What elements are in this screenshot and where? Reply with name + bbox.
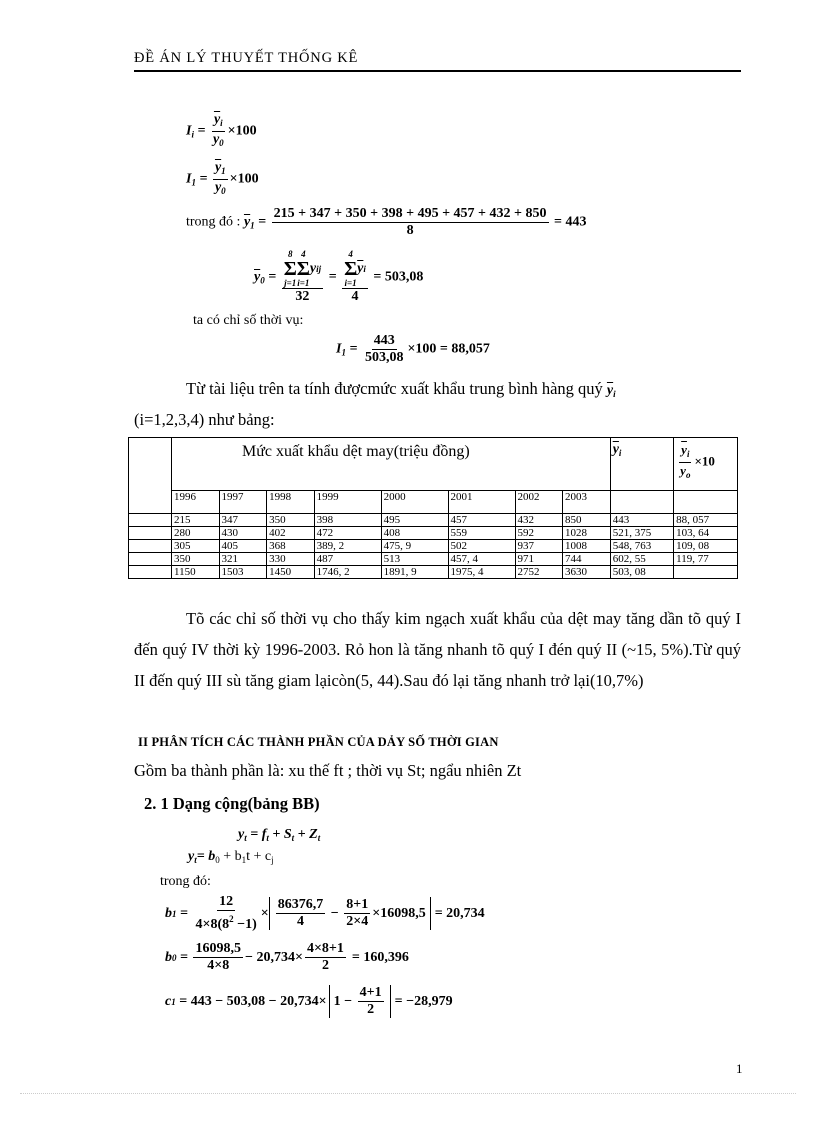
year-cell: 1997 [219, 491, 267, 514]
table-cell: 405 [219, 540, 267, 553]
formula-ii: $I_i$ = $\frac{\overline{y}_i}{\overline{y}_0}$ ×100 [186, 112, 257, 148]
table-cell: 402 [267, 527, 315, 540]
header-rule [134, 70, 741, 72]
table-cell: 119, 77 [674, 553, 738, 566]
table-cell [674, 566, 738, 579]
table-cell: 305 [172, 540, 220, 553]
table-cell: 432 [515, 514, 563, 527]
table-cell: 1503 [219, 566, 267, 579]
formula-c1: c 1 = 443 − 503,08 − 20,734× 1 − $\frac{4+1}{2}$ = −28,979 [165, 985, 453, 1017]
formula-b1: b 1 = $\frac{12}{4\times 8(8^2 -1)}$ × $\frac{86376,7}{4}$ − $\frac{8+1}{2\times 4}$ ×16098,5 = 20,734 [165, 894, 485, 932]
model-equation-1: $y_t = f_t + S_t + Z_t$ [238, 827, 321, 843]
table-cell: 592 [515, 527, 563, 540]
table-cell: 850 [563, 514, 611, 527]
paragraph-intro-table-line2: (i=1,2,3,4) như bảng: [134, 410, 275, 429]
table-cell: 347 [219, 514, 267, 527]
model-equation-2: $y_t= b_0 + b_1t + c_j$ [188, 849, 274, 865]
paragraph-intro-table: Từ tài liệu trên ta tính đượcmức xuất khẩu trung bình hàng quý $\overline{y}_i$ [186, 379, 616, 399]
table-year-row [129, 491, 738, 514]
year-cell: 1996 [172, 491, 220, 514]
table-cell: 602, 55 [610, 553, 673, 566]
table-cell: 1450 [267, 566, 315, 579]
table-cell: 215 [172, 514, 220, 527]
table-cell: 408 [381, 527, 448, 540]
table-cell: 487 [314, 553, 381, 566]
table-cell: 3630 [563, 566, 611, 579]
empty-cell [610, 491, 673, 514]
table-cell: 971 [515, 553, 563, 566]
table-cell: 559 [448, 527, 515, 540]
table-cell: 103, 64 [674, 527, 738, 540]
table-cell: 443 [610, 514, 673, 527]
running-header: ĐỀ ÁN LÝ THUYẾT THỐNG KÊ [134, 50, 359, 66]
table-row [129, 566, 738, 579]
table-cell: 368 [267, 540, 315, 553]
formula-y1: trong đó : $\overline{y}_1$ = $\frac{215 + 347 + 350 + 398 + 495 + 457 + 432 + 850}{8}$ = 443 [186, 206, 587, 238]
table-cell: 503, 08 [610, 566, 673, 579]
subsection-heading: 2. 1 Dạng cộng(bảng BB) [144, 794, 320, 813]
table-row [129, 514, 738, 527]
table-cell: 430 [219, 527, 267, 540]
paragraph-analysis: Tõ các chỉ số thời vụ cho thấy kim ngạch xuất khẩu của dệt may tăng dần tõ quý I đến quý IV thời kỳ 1996-2003. Rỏ hon là tăng nhanh tõ quý I đén quý II (~15, 5%).Từ quý II đến quý III sù tăng giam lạicòn(5, 44).Sau đó lại tăng nhanh trở lại(10,7%) [134, 609, 741, 690]
table-cell: 280 [172, 527, 220, 540]
table-cell: 398 [314, 514, 381, 527]
table-cell: 88, 057 [674, 514, 738, 527]
formula-i1-value: $I_1$ = $\frac{443}{503,08}$ ×100 = 88,057 [336, 333, 490, 365]
table-cell: 321 [219, 553, 267, 566]
table-cell: 457 [448, 514, 515, 527]
page-edge [20, 1093, 796, 1094]
table-cell: 2752 [515, 566, 563, 579]
table-cell: 744 [563, 553, 611, 566]
table-cell: 472 [314, 527, 381, 540]
formula-y0: $\overline{y}_0$ = 8 Σ j=1 4 Σ i=1 y ij 32 = 4 Σ i=1 $\overline{y}$ i 4 = 503,08 [254, 249, 424, 304]
table-cell: 330 [267, 553, 315, 566]
table-cell: 548, 763 [610, 540, 673, 553]
trong-do-label: trong đó: [160, 874, 211, 889]
table-cell: 457, 4 [448, 553, 515, 566]
table-cell: 1150 [172, 566, 220, 579]
export-table [128, 437, 738, 579]
year-cell: 2001 [448, 491, 515, 514]
table-cell: 350 [172, 553, 220, 566]
table-cell: 1975, 4 [448, 566, 515, 579]
section-intro: Gồm ba thành phần là: xu thế ft ; thời vụ St; ngẩu nhiên Zt [134, 761, 522, 780]
page-number: 1 [736, 1061, 743, 1076]
table-cell: 495 [381, 514, 448, 527]
table-head-ybar: $\overline{y}_i$ [610, 438, 673, 491]
formula-i1: $I_1$ = $\frac{\overline{y}_1}{\overline{y}_0}$ ×100 [186, 160, 259, 196]
table-title: Mức xuất khẩu dệt may(triệu đồng) [172, 438, 611, 491]
table-cell: 1028 [563, 527, 611, 540]
table-row [129, 553, 738, 566]
table-cell: 502 [448, 540, 515, 553]
table-cell: 1008 [563, 540, 611, 553]
empty-cell [674, 491, 738, 514]
year-cell: 1998 [267, 491, 315, 514]
table-cell: 109, 08 [674, 540, 738, 553]
formula-b0: b 0 = $\frac{16098,5}{4\times 8}$ − 20,734× $\frac{4\times 8+1}{2}$ = 160,396 [165, 941, 409, 973]
ta-co-label: ta có chỉ số thời vụ: [193, 313, 304, 328]
table-cell: 1746, 2 [314, 566, 381, 579]
table-cell: 475, 9 [381, 540, 448, 553]
table-cell: 513 [381, 553, 448, 566]
section-heading: II PHÂN TÍCH CÁC THÀNH PHẦN CỦA DẢY SỐ THỜI GIAN [138, 735, 499, 749]
table-cell: 521, 375 [610, 527, 673, 540]
table-cell: 1891, 9 [381, 566, 448, 579]
table-head-ratio: $\frac{\overline{y}_i}{\overline{y}_o}$ ×10 [674, 438, 738, 491]
year-cell: 2003 [563, 491, 611, 514]
table-cell: 937 [515, 540, 563, 553]
year-cell: 2000 [381, 491, 448, 514]
table-row [129, 540, 738, 553]
table-cell: 389, 2 [314, 540, 381, 553]
table-row [129, 527, 738, 540]
year-cell: 2002 [515, 491, 563, 514]
table-cell: 350 [267, 514, 315, 527]
table-corner-cell [129, 438, 172, 514]
year-cell: 1999 [314, 491, 381, 514]
